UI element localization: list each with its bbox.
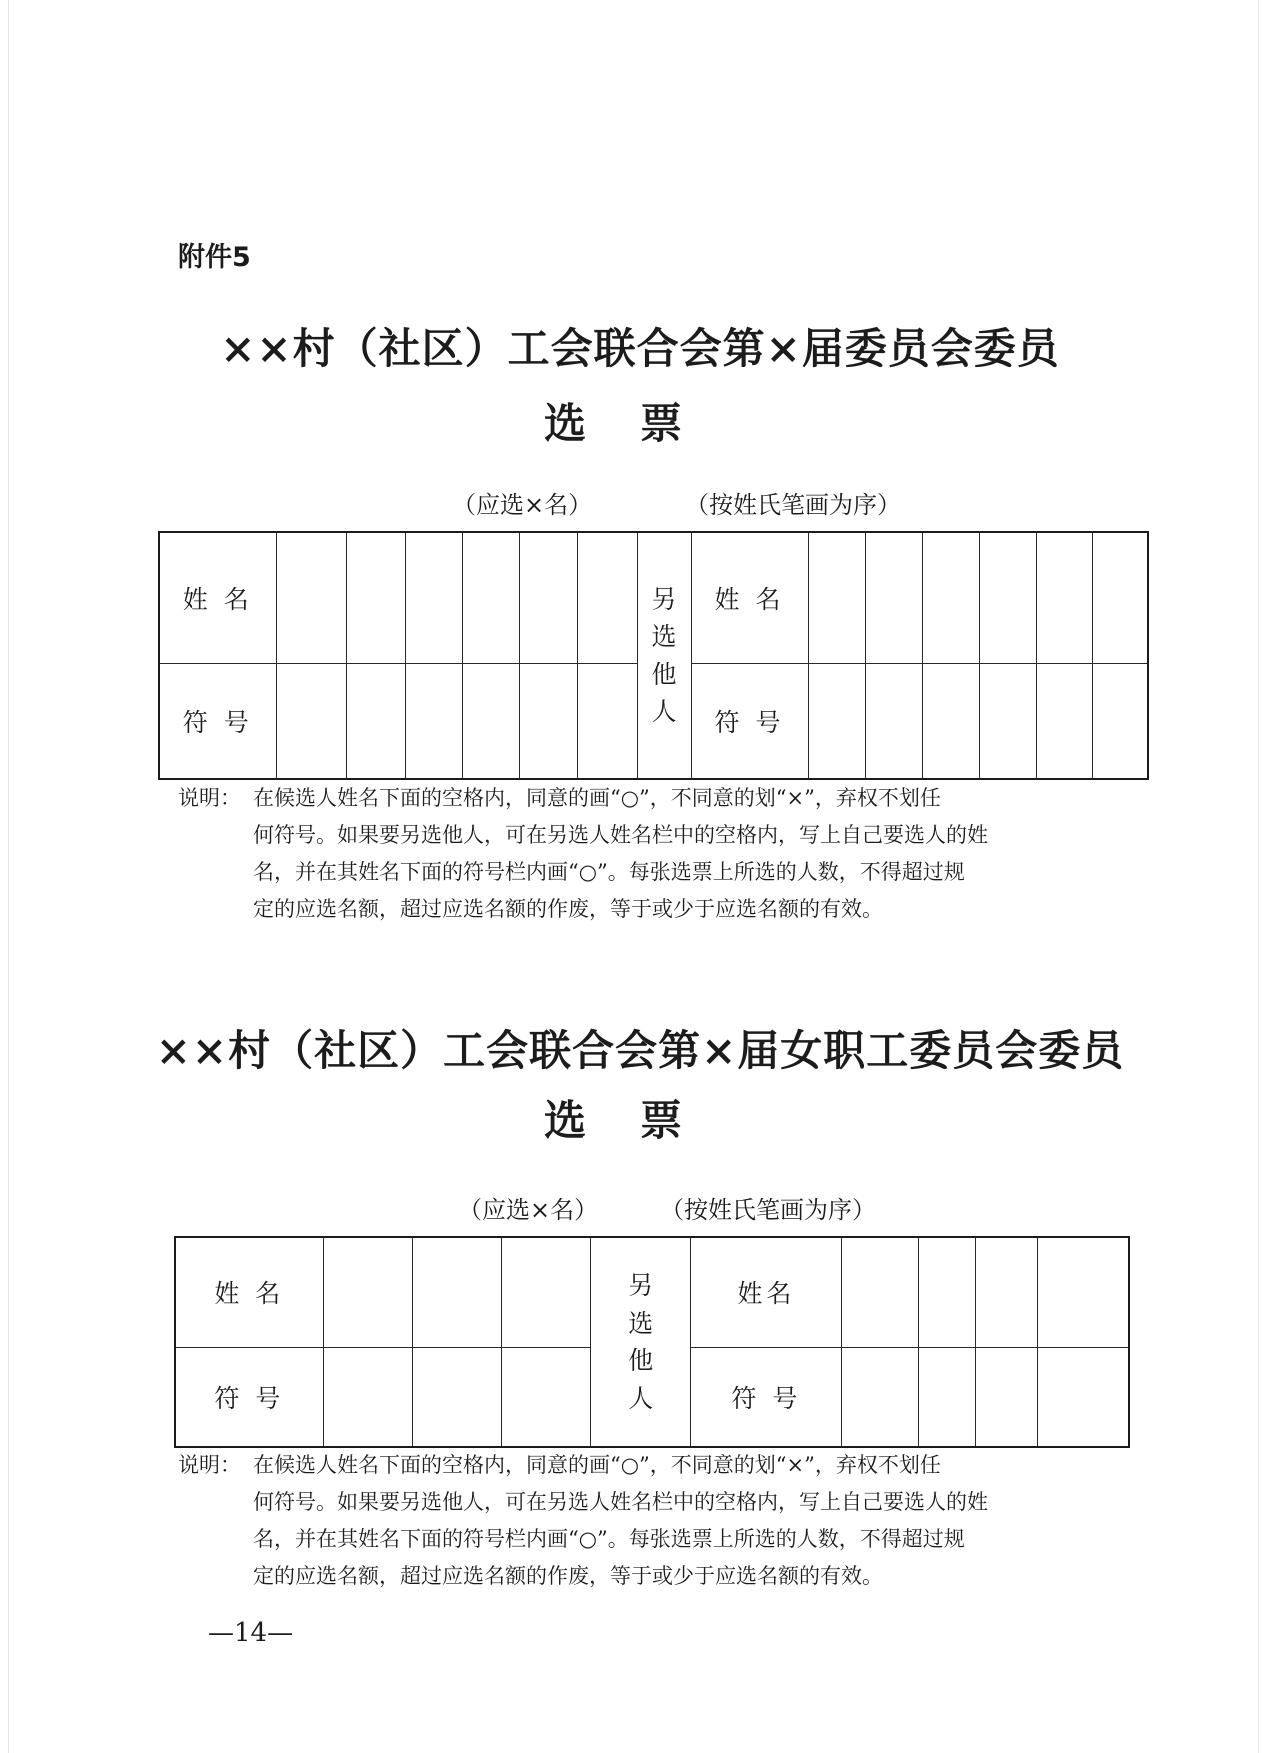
ballot2-other-symbol-label-cell: 符 号 [691, 1347, 842, 1447]
ballot2-other-candidate-label: 另 选 他 人 [591, 1237, 691, 1447]
ballot1-symbol-cell[interactable] [346, 663, 405, 779]
ballot2-subtitle: 选票 [543, 1096, 736, 1145]
ballot1-other-name-cell[interactable] [808, 532, 865, 663]
ballot2-notes-label: 说明： [178, 1453, 241, 1477]
ballot2-note-line: 名，并在其姓名下面的符号栏内画“○”。每张选票上所选的人数，不得超过规 [253, 1527, 965, 1551]
ballot2-note-line: 定的应选名额，超过应选名额的作废，等于或少于应选名额的有效。 [253, 1564, 883, 1588]
ballot1-other-symbol-label-cell: 符 号 [691, 663, 808, 779]
ballot2-other-name-cell[interactable] [976, 1237, 1037, 1347]
ballot2-other-symbol-cell[interactable] [976, 1347, 1037, 1447]
ballot1-symbol-cell[interactable] [405, 663, 462, 779]
ballot1-other-name-cell[interactable] [922, 532, 979, 663]
ballot2-note-line: 在候选人姓名下面的空格内，同意的画“○”，不同意的划“×”，弃权不划任 [253, 1453, 941, 1477]
ballot1-name-label-cell: 姓 名 [159, 532, 276, 663]
ballot2-symbol-cell[interactable] [323, 1347, 413, 1447]
ballot1-other-symbol-cell[interactable] [922, 663, 979, 779]
ballot2-other-symbol-cell[interactable] [1037, 1347, 1129, 1447]
ballot1-note-line: 何符号。如果要另选他人，可在另选人姓名栏中的空格内，写上自己要选人的姓 [253, 823, 988, 847]
ballot1-candidate-name-cell[interactable] [577, 532, 637, 663]
ballot2-other-name-cell[interactable] [1037, 1237, 1129, 1347]
ballot1-other-candidate-label: 另 选 他 人 [637, 532, 691, 779]
ballot2-other-symbol-cell[interactable] [919, 1347, 976, 1447]
ballot2-symbol-cell[interactable] [413, 1347, 502, 1447]
ballot1-table [158, 531, 1149, 780]
ballot1-note-line: 定的应选名额，超过应选名额的作废，等于或少于应选名额的有效。 [253, 897, 883, 921]
ballot1-other-name-label-cell: 姓 名 [691, 532, 808, 663]
ballot1-order: （按姓氏笔画为序） [685, 491, 901, 519]
ballot1-other-name-cell[interactable] [1092, 532, 1148, 663]
ballot1-candidate-name-cell[interactable] [276, 532, 346, 663]
ballot2-other-name-label-cell: 姓名 [691, 1237, 842, 1347]
ballot1-other-symbol-cell[interactable] [865, 663, 922, 779]
ballot1-title: ××村（社区）工会联合会第×届委员会委员 [220, 324, 1060, 373]
ballot1-candidate-name-cell[interactable] [519, 532, 577, 663]
ballot2-quota: （应选×名） [458, 1196, 599, 1224]
ballot1-candidate-name-cell[interactable] [346, 532, 405, 663]
ballot1-symbol-cell[interactable] [519, 663, 577, 779]
attachment-label: 附件5 [178, 242, 251, 273]
ballot1-symbol-label-cell: 符 号 [159, 663, 276, 779]
ballot1-note-line: 在候选人姓名下面的空格内，同意的画“○”，不同意的划“×”，弃权不划任 [253, 786, 941, 810]
ballot1-symbol-cell[interactable] [276, 663, 346, 779]
ballot2-symbol-label-cell: 符 号 [175, 1347, 323, 1447]
ballot2-note-line: 何符号。如果要另选他人，可在另选人姓名栏中的空格内，写上自己要选人的姓 [253, 1490, 988, 1514]
ballot1-other-symbol-cell[interactable] [1036, 663, 1092, 779]
ballot2-title: ××村（社区）工会联合会第×届女职工委员会委员 [155, 1026, 1125, 1075]
ballot1-notes-label: 说明： [178, 786, 241, 810]
ballot1-candidate-name-cell[interactable] [462, 532, 519, 663]
ballot2-order: （按姓氏笔画为序） [660, 1196, 876, 1224]
ballot1-other-symbol-cell[interactable] [979, 663, 1036, 779]
ballot2-candidate-name-cell[interactable] [413, 1237, 502, 1347]
ballot1-other-symbol-cell[interactable] [1092, 663, 1148, 779]
ballot2-other-name-cell[interactable] [842, 1237, 919, 1347]
ballot1-other-symbol-cell[interactable] [808, 663, 865, 779]
ballot1-note-line: 名，并在其姓名下面的符号栏内画“○”。每张选票上所选的人数，不得超过规 [253, 860, 965, 884]
ballot2-table [174, 1236, 1130, 1448]
ballot1-other-name-cell[interactable] [1036, 532, 1092, 663]
ballot1-other-name-cell[interactable] [865, 532, 922, 663]
ballot1-symbol-cell[interactable] [462, 663, 519, 779]
ballot1-symbol-cell[interactable] [577, 663, 637, 779]
ballot1-quota: （应选×名） [452, 491, 593, 519]
ballot2-symbol-cell[interactable] [502, 1347, 591, 1447]
ballot2-name-label-cell: 姓 名 [175, 1237, 323, 1347]
ballot2-other-name-cell[interactable] [919, 1237, 976, 1347]
ballot2-candidate-name-cell[interactable] [502, 1237, 591, 1347]
ballot1-candidate-name-cell[interactable] [405, 532, 462, 663]
page-number: —14— [208, 1618, 294, 1648]
ballot2-other-symbol-cell[interactable] [842, 1347, 919, 1447]
ballot1-subtitle: 选票 [543, 399, 736, 448]
ballot2-candidate-name-cell[interactable] [323, 1237, 413, 1347]
ballot1-other-name-cell[interactable] [979, 532, 1036, 663]
